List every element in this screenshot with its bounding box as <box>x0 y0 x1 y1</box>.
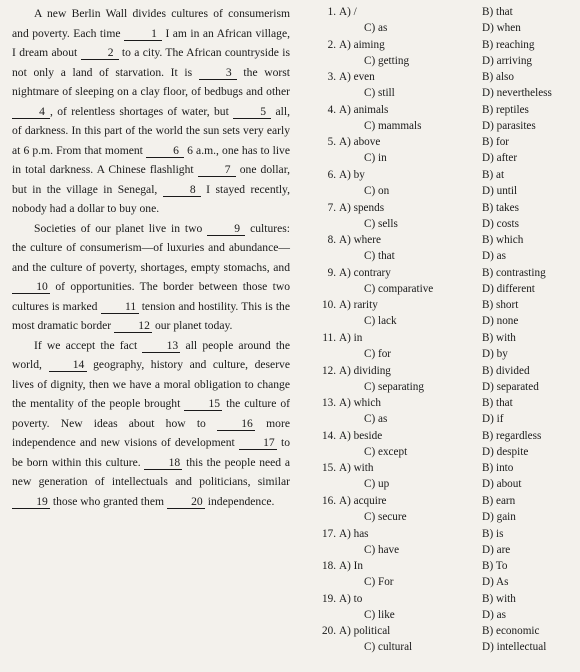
option-b[interactable]: B) that <box>482 6 513 18</box>
option-a[interactable]: A) where <box>339 234 381 247</box>
option-c[interactable]: C) comparative <box>364 282 434 295</box>
option-a[interactable]: A) contrary <box>339 266 391 279</box>
option-c[interactable]: C) lack <box>364 315 397 328</box>
question-19 <box>300 591 576 624</box>
passage-text: , of relentless shortages of water, but <box>50 104 234 118</box>
option-b[interactable]: B) takes <box>482 201 519 214</box>
blank-4: 4 <box>12 106 50 119</box>
question-number: 19. <box>322 592 336 605</box>
question-7 <box>300 200 576 233</box>
question-number: 7. <box>327 201 336 214</box>
option-c[interactable]: C) have <box>364 543 400 556</box>
option-a[interactable]: A) / <box>339 6 357 18</box>
option-b[interactable]: B) reaching <box>482 38 535 51</box>
option-a[interactable]: A) acquire <box>339 494 387 507</box>
option-a[interactable]: A) with <box>339 462 374 475</box>
option-d[interactable]: D) as <box>482 250 506 263</box>
question-4 <box>300 102 576 135</box>
question-15 <box>300 460 576 493</box>
question-3 <box>300 69 576 102</box>
question-number: 15. <box>322 462 336 475</box>
option-a[interactable]: A) rarity <box>339 299 378 312</box>
option-a[interactable]: A) animals <box>339 103 389 116</box>
option-c[interactable]: C) on <box>364 184 390 197</box>
passage-text: I stayed recently, nobody had a dollar to buy one. <box>12 182 290 215</box>
blank-11: 11 <box>101 301 139 314</box>
option-d[interactable]: D) intellectual <box>482 641 547 654</box>
passage-paragraph <box>12 336 290 512</box>
option-b[interactable]: B) at <box>482 168 505 181</box>
option-c[interactable]: C) secure <box>364 510 407 523</box>
option-b[interactable]: B) which <box>482 234 524 247</box>
question-17 <box>300 526 576 559</box>
option-c[interactable]: C) mammals <box>364 119 422 132</box>
passage-text: our planet today. <box>152 319 233 332</box>
option-a[interactable]: A) above <box>339 136 381 149</box>
question-number: 5. <box>327 136 336 149</box>
question-number: 6. <box>327 168 336 181</box>
question-13 <box>300 395 576 428</box>
question-20 <box>300 623 576 656</box>
question-number: 11. <box>322 331 336 344</box>
option-b[interactable]: B) into <box>482 462 514 475</box>
blank-18: 18 <box>144 457 182 470</box>
question-5 <box>300 134 576 167</box>
option-b[interactable]: B) divided <box>482 364 530 377</box>
option-d[interactable]: D) As <box>482 576 509 589</box>
option-d[interactable]: D) are <box>482 543 511 556</box>
passage-text: the worst nightmare of sleeping on a clay floor, of bedbugs and other <box>12 65 290 98</box>
option-a[interactable]: A) dividing <box>339 364 391 377</box>
option-b[interactable]: B) regardless <box>482 429 542 442</box>
question-9 <box>300 265 576 298</box>
option-d[interactable]: D) nevertheless <box>482 87 552 100</box>
question-10 <box>300 297 576 330</box>
passage-text: cultures: the culture of consumerism—of luxuries and abundance—and the culture of poverty, shortages, empty stomachs, and <box>12 221 290 274</box>
option-b[interactable]: B) is <box>482 527 504 540</box>
question-number: 10. <box>322 299 336 312</box>
question-8 <box>300 232 576 265</box>
blank-3: 3 <box>199 67 237 80</box>
option-c[interactable]: C) that <box>364 250 395 263</box>
question-number: 13. <box>322 397 336 410</box>
option-a[interactable]: A) aiming <box>339 38 385 51</box>
option-c[interactable]: C) For <box>364 576 394 589</box>
option-a[interactable]: A) even <box>339 71 375 84</box>
blank-1: 1 <box>124 28 162 41</box>
question-number: 20. <box>322 625 336 638</box>
option-c[interactable]: C) except <box>364 445 408 458</box>
option-a[interactable]: A) political <box>339 625 391 638</box>
question-number: 18. <box>322 560 336 573</box>
option-a[interactable]: A) has <box>339 527 369 540</box>
option-b[interactable]: B) for <box>482 136 510 149</box>
passage-text: those who granted them <box>50 494 167 508</box>
passage-text: to be born within this culture. <box>12 436 290 469</box>
blank-10: 10 <box>12 281 50 294</box>
option-a[interactable]: A) which <box>339 397 381 410</box>
blank-5: 5 <box>233 106 271 119</box>
option-d[interactable]: D) if <box>482 413 504 426</box>
option-c[interactable]: C) as <box>364 413 388 426</box>
question-number: 3. <box>327 71 336 84</box>
option-d[interactable]: D) as <box>482 608 506 621</box>
option-b[interactable]: B) that <box>482 397 513 410</box>
option-b[interactable]: B) To <box>482 560 508 573</box>
option-d[interactable]: D) none <box>482 315 519 328</box>
option-d[interactable]: D) when <box>482 22 521 34</box>
passage-text: all people around the world, <box>12 338 290 371</box>
question-number: 17. <box>322 527 336 540</box>
passage-text: this the people need a new generation of intellectuals and politicians, similar <box>12 455 290 488</box>
question-12 <box>300 363 576 396</box>
question-number: 2. <box>327 38 336 51</box>
option-a[interactable]: A) to <box>339 592 363 605</box>
option-d[interactable]: D) gain <box>482 510 516 523</box>
question-number: 16. <box>322 494 336 507</box>
option-c[interactable]: C) cultural <box>364 641 413 654</box>
option-d[interactable]: D) separated <box>482 380 539 393</box>
blank-9: 9 <box>207 223 245 236</box>
passage-text: geography, history and culture, deserve lives of dignity, then we have a moral obligation to change the mentality of the people brought <box>12 358 290 410</box>
option-a[interactable]: A) spends <box>339 201 385 214</box>
passage-text: If we accept the fact <box>34 338 143 352</box>
blank-14: 14 <box>49 359 87 372</box>
option-a[interactable]: A) beside <box>339 429 383 442</box>
passage-text: all, of darkness. In this part of the world the sun sets very early at 6 p.m. From that moment <box>12 104 290 157</box>
passage-text: independence. <box>204 494 275 508</box>
passage-text: of opportunities. The border between those two cultures is marked <box>12 280 290 313</box>
option-b[interactable]: B) short <box>482 299 519 312</box>
blank-17: 17 <box>239 437 277 450</box>
question-2 <box>300 37 576 70</box>
answer-options <box>300 4 576 656</box>
option-c[interactable]: C) getting <box>364 54 410 67</box>
passage-text: one dollar, but in the village in Senegal, <box>12 163 291 196</box>
passage-text: the culture of poverty. New ideas about how to <box>12 397 290 430</box>
option-d[interactable]: D) by <box>482 347 508 360</box>
option-c[interactable]: C) for <box>364 347 392 360</box>
passage-paragraph <box>12 219 290 336</box>
passage-text: tension and hostility. This is the most dramatic border <box>12 299 290 332</box>
passage-text: Societies of our planet live in two <box>34 221 208 235</box>
blank-12: 12 <box>114 320 152 333</box>
option-c[interactable]: C) still <box>364 87 395 100</box>
cloze-passage <box>12 4 290 511</box>
question-18 <box>300 558 576 591</box>
option-b[interactable]: B) economic <box>482 625 540 638</box>
question-1 <box>300 4 576 37</box>
question-11 <box>300 330 576 363</box>
question-14 <box>300 428 576 461</box>
option-b[interactable]: B) with <box>482 331 516 344</box>
blank-8: 8 <box>163 184 201 197</box>
blank-15: 15 <box>184 398 222 411</box>
blank-2: 2 <box>81 47 119 60</box>
question-number: 1. <box>327 6 336 18</box>
question-number: 8. <box>327 234 336 247</box>
option-b[interactable]: B) reptiles <box>482 103 529 116</box>
question-number: 12. <box>322 364 336 377</box>
option-c[interactable]: C) sells <box>364 217 398 230</box>
option-a[interactable]: A) In <box>339 560 363 573</box>
blank-13: 13 <box>142 340 180 353</box>
passage-paragraph <box>12 4 290 219</box>
option-c[interactable]: C) up <box>364 478 390 491</box>
blank-7: 7 <box>198 164 236 177</box>
passage-text: I am in an African village, I dream about <box>12 26 290 59</box>
question-6 <box>300 167 576 200</box>
question-number: 9. <box>327 266 336 279</box>
passage-text: 6 a.m., one has to live in total darkness. A Chinese flashlight <box>12 143 290 176</box>
option-c[interactable]: C) separating <box>364 380 424 393</box>
option-c[interactable]: C) in <box>364 152 387 165</box>
blank-20: 20 <box>167 496 205 509</box>
option-d[interactable]: D) until <box>482 184 518 197</box>
blank-6: 6 <box>146 145 184 158</box>
option-b[interactable]: B) earn <box>482 494 516 507</box>
passage-text: more independence and new visions of development <box>12 416 290 449</box>
option-b[interactable]: B) contrasting <box>482 266 546 279</box>
option-d[interactable]: D) costs <box>482 217 519 230</box>
option-d[interactable]: D) different <box>482 282 535 295</box>
blank-16: 16 <box>217 418 255 431</box>
option-c[interactable]: C) like <box>364 608 395 621</box>
option-a[interactable]: A) in <box>339 331 363 344</box>
question-number: 4. <box>327 103 336 116</box>
option-a[interactable]: A) by <box>339 168 365 181</box>
question-number: 14. <box>322 429 336 442</box>
option-d[interactable]: D) about <box>482 478 522 491</box>
option-c[interactable]: C) as <box>364 22 388 34</box>
option-d[interactable]: D) arriving <box>482 54 533 67</box>
blank-19: 19 <box>12 496 50 509</box>
option-d[interactable]: D) despite <box>482 445 529 458</box>
option-b[interactable]: B) with <box>482 592 516 605</box>
passage-text: to a city. The African countryside is not only a land of starvation. It is <box>12 46 291 79</box>
passage-text: A new Berlin Wall divides cultures of consumerism and poverty. Each time <box>12 7 290 40</box>
option-d[interactable]: D) after <box>482 152 518 165</box>
option-d[interactable]: D) parasites <box>482 119 536 132</box>
option-b[interactable]: B) also <box>482 71 515 84</box>
question-16 <box>300 493 576 526</box>
